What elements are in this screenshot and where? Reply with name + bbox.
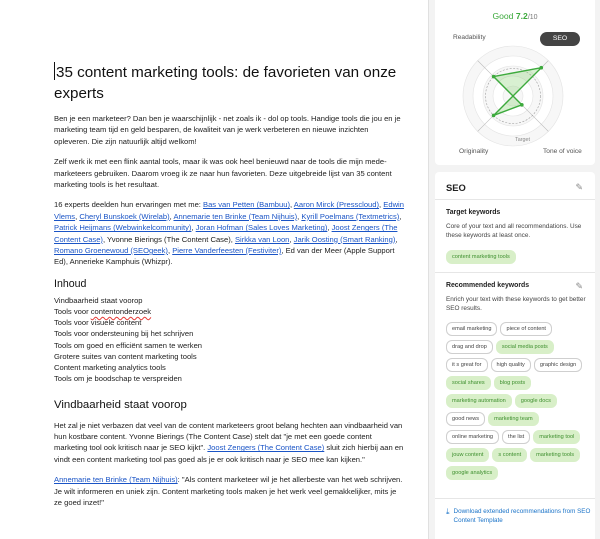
section-paragraph-2[interactable]: Annemarie ten Brinke (Team Nijhuis): "Als content marketeer wil je het allerbeste van het web schrijven. Je wilt informeren en uniek zijn. Content marketing tools maken je het werk veel gemakkelijker, mits je ze goed inzet!" <box>54 475 403 507</box>
toc-item[interactable]: Tools voor visuele content <box>54 318 142 328</box>
table-of-contents <box>54 295 406 385</box>
keyword-chip[interactable]: google docs <box>515 394 557 408</box>
target-keywords-text: Core of your text and all recommendations. Use these keywords at least once. <box>446 223 582 239</box>
radar-point <box>539 66 543 70</box>
expert-separator: , <box>169 211 174 221</box>
download-icon: ⤓ <box>446 507 450 516</box>
overall-score: Good 7.2/10 <box>492 11 538 21</box>
expert-link[interactable]: Joran Hofman (Sales Loves Marketing) <box>195 223 328 233</box>
text-cursor <box>54 62 55 80</box>
keyword-chip[interactable]: jouw content <box>446 448 489 462</box>
toc-item[interactable]: Tools om je boodschap te verspreiden <box>54 374 182 384</box>
expert-separator: , <box>191 223 196 233</box>
expert-separator: , <box>327 223 332 233</box>
divider <box>435 272 595 273</box>
keyword-chip[interactable]: the list <box>502 430 530 444</box>
seo-card <box>435 172 595 539</box>
expert-separator: , <box>75 211 80 221</box>
expert-separator: , Yvonne Bierings (The Content Case), <box>102 234 235 244</box>
keyword-chip[interactable]: social media posts <box>496 340 554 354</box>
radar-point <box>492 75 496 79</box>
readability-tab[interactable]: Readability <box>453 34 486 41</box>
expert-link[interactable]: Bas van Petten (Bambuu) <box>203 200 290 210</box>
expert-link[interactable]: Aaron Mirck (Presscloud) <box>293 200 380 210</box>
keyword-chip[interactable]: s content <box>492 448 527 462</box>
expert-link[interactable]: Annemarie ten Brinke (Team Nijhuis) <box>173 211 298 221</box>
originality-tab[interactable]: Originality <box>459 148 489 155</box>
edit-pencil-icon[interactable]: ✎ <box>575 281 583 291</box>
keyword-chip[interactable]: it s great for <box>446 358 488 372</box>
radar-point <box>492 114 496 118</box>
toc-item[interactable]: Content marketing analytics tools <box>54 363 166 373</box>
toc-item[interactable]: Tools voor contentonderzoek <box>54 307 152 317</box>
keyword-chip[interactable]: marketing tool <box>533 430 580 444</box>
intro-paragraph[interactable]: Ben je een marketeer? Dan ben je waarschijnlijk - net zoals ik - dol op tools. Handige tools die jou en je marketing team tijd en geld besparen, de kwaliteit van je werk verbeteren en nieuwe inzichten opleveren. Die zijn natuurlijk altijd welkom! <box>54 114 401 146</box>
keyword-chip[interactable]: marketing automation <box>446 394 512 408</box>
expert-link[interactable]: Jarik Oosting (Smart Ranking) <box>293 234 396 244</box>
expert-separator: , Ed van der Meer (Apple Support Ed), Annerieke Kamphuis (Whizpr). <box>54 246 395 267</box>
section-paragraph-1[interactable]: Het zal je niet verbazen dat veel van de content marketeers groot belang hechten aan vindbaarheid van hun kostbare content. Yvonne Bierings (The Content Case) stelt dat "je met een goede content marketing tool ook kritisch naar je SEO kijkt". Joost Zengers (The Content Case) sluit zich hierbij aan en vindt een content marketing tool pas goed als je er ook kritisch naar je SEO mee kan kijken." <box>54 420 404 464</box>
expert-link[interactable]: Sirkka van Loon <box>234 234 290 244</box>
section-heading[interactable]: Vindbaarheid staat voorop <box>54 398 187 411</box>
joost-zengers-link[interactable]: Joost Zengers (The Content Case) <box>207 443 325 453</box>
expert-separator: , <box>289 200 294 210</box>
target-keywords-title: Target keywords <box>446 209 501 216</box>
toc-item[interactable]: Tools voor ondersteuning bij het schrijven <box>54 329 194 339</box>
divider <box>435 498 595 499</box>
toc-item[interactable]: Vindbaarheid staat voorop <box>54 295 143 305</box>
expert-link[interactable]: Patrick Heijmans (Webwinkelcommunity) <box>54 223 192 233</box>
keyword-chip[interactable]: high quality <box>491 358 531 372</box>
expert-separator: , <box>379 200 384 210</box>
recommended-keywords-text: Enrich your text with these keywords to get better SEO results. <box>446 296 586 312</box>
recommended-keywords-title: Recommended keywords <box>446 282 530 289</box>
edit-pencil-icon[interactable]: ✎ <box>575 182 583 192</box>
keyword-chip[interactable]: email marketing <box>446 322 497 336</box>
keyword-chip[interactable]: social shares <box>446 376 491 390</box>
toc-heading[interactable]: Inhoud <box>54 277 87 290</box>
paragraph-2[interactable]: Zelf werk ik met een flink aantal tools, maar ik was ook heel benieuwd naar de tools die mijn mede-marketeers gebruiken. Daarom vroeg ik ze naar hun favorieten. Deze uitgebreide lijst van 35 content marketing tools is het resultaat. <box>54 157 392 190</box>
keyword-chip[interactable]: good news <box>446 412 485 426</box>
toc-item[interactable]: Tools om goed en efficiënt samen te werken <box>54 340 203 350</box>
expert-link[interactable]: Cheryl Bunskoek (Wirelab) <box>79 211 170 221</box>
expert-separator: , <box>399 211 402 221</box>
keyword-chip[interactable]: marketing team <box>488 412 539 426</box>
recommended-keyword-chips <box>446 322 591 480</box>
keyword-chip[interactable]: piece of content <box>500 322 552 336</box>
expert-link[interactable]: Joost Zengers (The Content Case) <box>54 223 398 244</box>
score-radar-chart <box>435 30 595 165</box>
radar-point <box>520 103 524 107</box>
expert-link[interactable]: Pierre Vanderfeesten (Festiviter) <box>172 246 282 256</box>
expert-separator: , <box>395 234 398 244</box>
seo-assistant-panel <box>428 0 600 539</box>
spelling-error[interactable]: contentonderzoek <box>90 307 152 317</box>
keyword-chip[interactable]: graphic design <box>534 358 582 372</box>
divider <box>435 199 595 200</box>
expert-link[interactable]: Edwin Vlems <box>54 200 404 221</box>
seo-tab[interactable]: SEO <box>540 32 580 46</box>
keyword-chip[interactable]: drag and drop <box>446 340 493 354</box>
expert-separator: , <box>167 246 173 256</box>
expert-separator: , <box>289 234 294 244</box>
toc-item[interactable]: Grotere suites van content marketing tools <box>54 351 197 361</box>
tone-of-voice-tab[interactable]: Tone of voice <box>543 148 582 155</box>
keyword-chip[interactable]: online marketing <box>446 430 499 444</box>
expert-link[interactable]: Kyrill Poelmans (Textmetrics) <box>301 211 400 221</box>
annemarie-link[interactable]: Annemarie ten Brinke (Team Nijhuis) <box>54 475 178 485</box>
keyword-chip[interactable]: blog posts <box>494 376 532 390</box>
expert-link[interactable]: Romano Groenewoud (SEOgeek) <box>54 246 168 256</box>
seo-heading: SEO <box>446 182 466 193</box>
target-label: Target <box>515 137 530 143</box>
document-title[interactable]: 35 content marketing tools: de favorieten van onze experts <box>54 64 397 102</box>
expert-separator: , <box>297 211 302 221</box>
keyword-chip[interactable]: google analytics <box>446 466 498 480</box>
download-recommendations-link[interactable]: ⤓ Download extended recommendations from SEO Content Template <box>446 507 591 524</box>
score-card <box>435 0 595 165</box>
keyword-chip[interactable]: marketing tools <box>530 448 580 462</box>
experts-paragraph[interactable]: 16 experts deelden hun ervaringen met me: Bas van Petten (Bambuu), Aaron Mirck (Presscloud), Edwin Vlems, Cheryl Bunskoek (Wirelab), Annemarie ten Brinke (Team Nijhuis), Kyrill Poelmans (Textmetrics), Patrick Heijmans (Webwinkelcommunity), Joran Hofman (Sales Loves Marketing), Joost Zengers (The Content Case), Yvonne Bierings (The Content Case), Sirkka van Loon, Jarik Oosting (Smart Ranking), Romano Groenewoud (SEOgeek), Pierre Vanderfeesten (Festiviter), Ed van der Meer (Apple Support Ed), Annerieke Kamphuis (Whizpr). <box>54 200 404 267</box>
target-keyword-chip[interactable]: content marketing tools <box>446 250 516 264</box>
